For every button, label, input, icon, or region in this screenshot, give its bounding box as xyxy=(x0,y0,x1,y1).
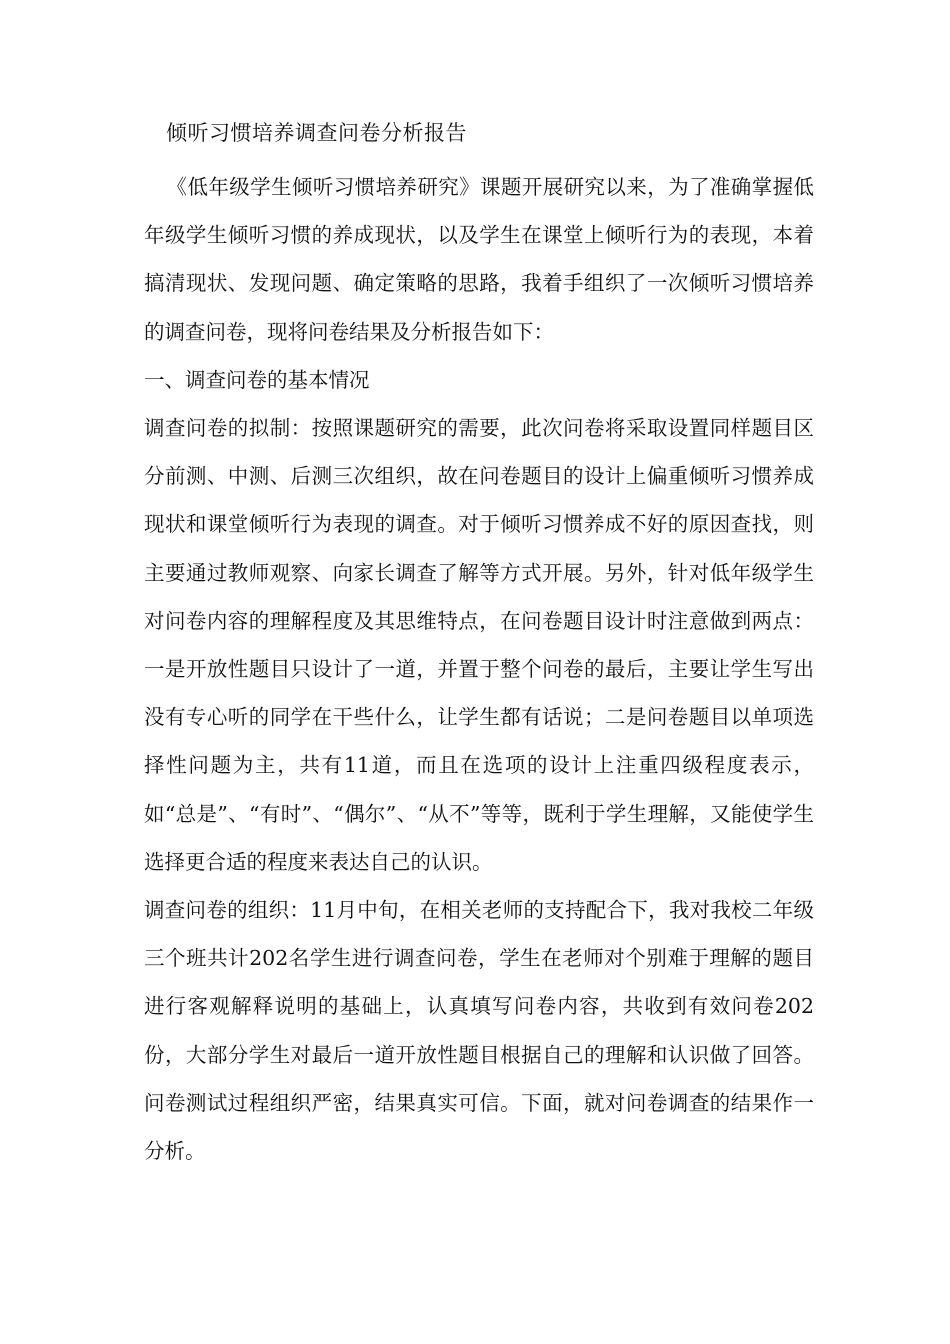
section-heading-basic-info: 一、调查问卷的基本情况 xyxy=(144,367,370,392)
questionnaire-design-paragraph: 调查问卷的拟制：按照课题研究的需要，此次问卷将采取设置同样题目区分前测、中测、后测三次组织，故在问卷题目的设计上偏重倾听习惯养成现状和课堂倾听行为表现的调查。对于倾听习惯养成不好的原因查找，则主要通过教师观察、向家长调查了解等方式开展。另外，针对低年级学生对问卷内容的理解程度及其思维特点，在问卷题目设计时注意做到两点：一是开放性题目只设计了一道，并置于整个问卷的最后，主要让学生写出没有专心听的同学在干些什么，让学生都有话说；二是问卷题目以单项选择性问题为主，共有11道，而且在选项的设计上注重四级程度表示，如“总是”、“有时”、“偶尔”、“从不”等等，既利于学生理解，又能使学生选择更合适的程度来表达自己的认识。 xyxy=(144,416,814,874)
questionnaire-organization-paragraph: 调查问卷的组织：11月中旬，在相关老师的支持配合下，我对我校二年级三个班共计202名学生进行调查问卷，学生在老师对个别难于理解的题目进行客观解释说明的基础上，认真填写问卷内容，共收到有效问卷202份，大部分学生对最后一道开放性题目根据自己的理解和认识做了回答。问卷测试过程组织严密，结果真实可信。下面，就对问卷调查的结果作一分析。 xyxy=(144,898,814,1164)
intro-paragraph: 《低年级学生倾听习惯培养研究》课题开展研究以来，为了准确掌握低年级学生倾听习惯的养成现状，以及学生在课堂上倾听行为的表现，本着搞清现状、发现问题、确定策略的思路，我着手组织了一次倾听习惯培养的调查问卷，现将问卷结果及分析报告如下： xyxy=(144,175,814,344)
document-title: 倾听习惯培养调查问卷分析报告 xyxy=(166,121,467,145)
document-body xyxy=(144,163,814,1175)
